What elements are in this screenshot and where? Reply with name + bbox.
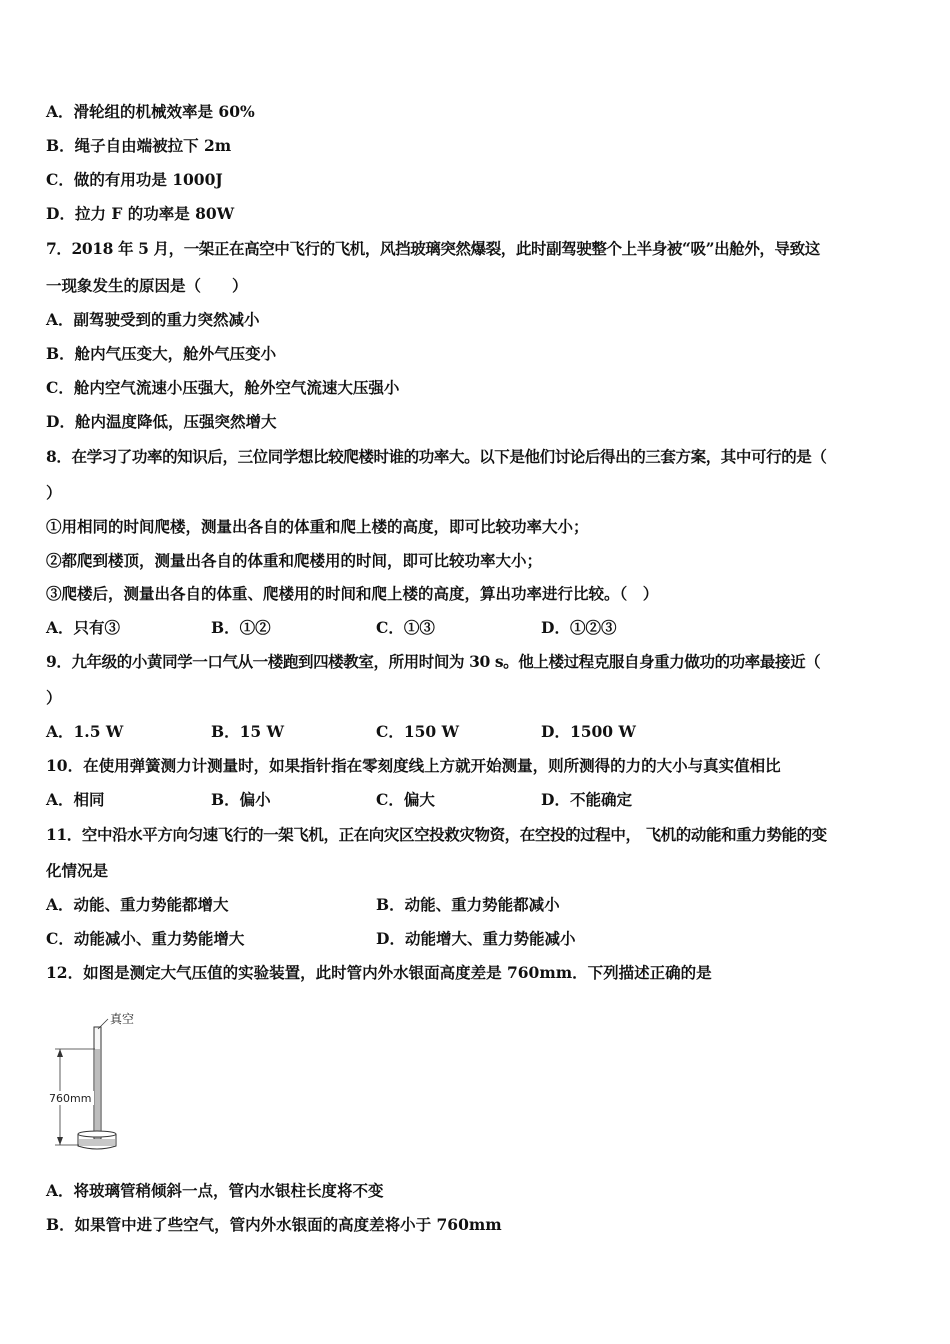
q8-plan-2: ②都爬到楼顶，测量出各自的体重和爬楼用的时间，即可比较功率大小；: [46, 551, 543, 570]
dimension-arrow-top: [57, 1049, 63, 1057]
q8-option-d: D．①②③: [541, 618, 617, 637]
q9-stem-line1: 9．九年级的小黄同学一口气从一楼跑到四楼教室，所用时间为 30 s。他上楼过程克服自身重力做功的功率最接近（: [46, 652, 821, 671]
q9-option-a: A．1.5 W: [46, 722, 124, 741]
q8-plan-3: ③爬楼后，测量出各自的体重、爬楼用的时间和爬上楼的高度，算出功率进行比较。（ ）: [46, 584, 659, 603]
q8-option-a: A．只有③: [46, 618, 121, 637]
q8-stem-line1: 8．在学习了功率的知识后，三位同学想比较爬楼时谁的功率大。以下是他们讨论后得出的三套方案，其中可行的是（: [46, 447, 827, 466]
q11-option-a: A．动能、重力势能都增大: [46, 895, 229, 914]
q7-option-d: D．舱内温度降低，压强突然增大: [46, 412, 277, 431]
q7-option-b: B．舱内气压变大，舱外气压变小: [46, 344, 277, 363]
q7-stem-line2: 一现象发生的原因是（ ）: [46, 276, 248, 295]
dimension-arrow-bottom: [57, 1137, 63, 1145]
q8-plan-1: ①用相同的时间爬楼，测量出各自的体重和爬上楼的高度，即可比较功率大小；: [46, 517, 589, 536]
q11-option-b: B．动能、重力势能都减小: [376, 895, 560, 914]
mercury-column: [95, 1049, 100, 1138]
q10-option-a: A．相同: [46, 790, 105, 809]
dish-rim: [78, 1131, 116, 1137]
q10-option-b: B．偏小: [211, 790, 271, 809]
q8-option-b: B．①②: [211, 618, 271, 637]
q10-stem: 10．在使用弹簧测力计测量时，如果指针指在零刻度线上方就开始测量，则所测得的力的大小与真实值相比: [46, 756, 781, 775]
q10-option-d: D．不能确定: [541, 790, 632, 809]
q7-stem-line1: 7．2018 年 5 月，一架正在高空中飞行的飞机，风挡玻璃突然爆裂，此时副驾驶整个上半身被“吸”出舱外，导致这: [46, 239, 820, 258]
q7-option-a: A．副驾驶受到的重力突然减小: [46, 310, 260, 329]
q12-option-b: B．如果管中进了些空气，管内外水银面的高度差将小于 760mm: [46, 1215, 502, 1234]
q9-stem-line2: ）: [46, 688, 62, 707]
q12-option-a: A．将玻璃管稍倾斜一点，管内水银柱长度将不变: [46, 1181, 384, 1200]
q6-option-c: C．做的有用功是 1000J: [46, 170, 223, 189]
q9-option-d: D．1500 W: [541, 722, 636, 741]
q8-stem-line2: ）: [46, 483, 62, 502]
q9-option-c: C．150 W: [376, 722, 459, 741]
dish-mercury: [79, 1139, 115, 1146]
q10-option-c: C．偏大: [376, 790, 435, 809]
q12-stem: 12．如图是测定大气压值的实验装置，此时管内外水银面高度差是 760mm．下列描述正确的是: [46, 963, 712, 982]
q8-option-c: C．①③: [376, 618, 435, 637]
q11-option-c: C．动能减小、重力势能增大: [46, 929, 245, 948]
q11-option-d: D．动能增大、重力势能减小: [376, 929, 576, 948]
q7-option-c: C．舱内空气流速小压强大，舱外空气流速大压强小: [46, 378, 400, 397]
q6-option-b: B．绳子自由端被拉下 2m: [46, 136, 232, 155]
q6-option-d: D．拉力 F 的功率是 80W: [46, 204, 235, 223]
q11-stem-line2: 化情况是: [46, 861, 109, 880]
vacuum-label: 真空: [110, 1012, 135, 1026]
barometer-figure: [40, 1005, 160, 1155]
height-label: 760mm: [49, 1092, 92, 1105]
vacuum-leader-line: [98, 1019, 108, 1029]
q11-stem-line1: 11．空中沿水平方向匀速飞行的一架飞机，正在向灾区空投救灾物资，在空投的过程中， 飞机的动能和重力势能的变: [46, 825, 827, 844]
q9-option-b: B．15 W: [211, 722, 284, 741]
q6-option-a: A．滑轮组的机械效率是 60%: [46, 102, 255, 121]
